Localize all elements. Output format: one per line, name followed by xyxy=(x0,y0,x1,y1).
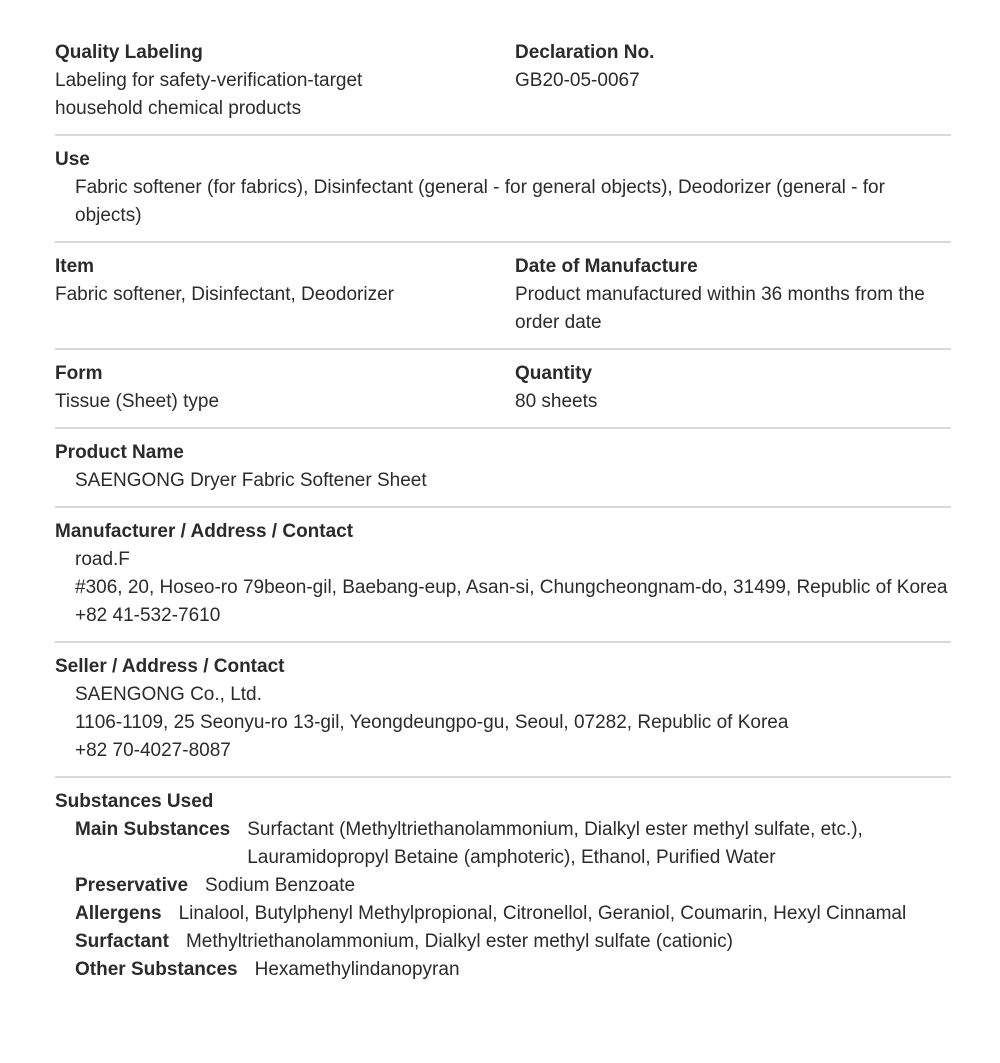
seller-details xyxy=(55,681,951,765)
substance-value: Hexamethylindanopyran xyxy=(254,959,460,980)
substance-key: Other Substances xyxy=(75,959,238,980)
seller-section xyxy=(55,652,951,765)
seller-name: SAENGONG Co., Ltd. xyxy=(75,684,262,705)
item-section xyxy=(55,252,515,337)
substance-value: Surfactant (Methyltriethanolammonium, Dialkyl ester methyl sulfate, etc.), Lauramidopropyl Betaine (amphoteric), Ethanol, Purified Water xyxy=(247,819,863,868)
product-name-value: SAENGONG Dryer Fabric Softener Sheet xyxy=(75,470,427,491)
manufacturer-name: road.F xyxy=(75,549,130,570)
quality-labeling-value: Labeling for safety-verification-target household chemical products xyxy=(55,70,363,119)
manufacturer-phone: +82 41-532-7610 xyxy=(75,605,221,626)
row-use xyxy=(55,145,951,243)
substance-value: Methyltriethanolammonium, Dialkyl ester methyl sulfate (cationic) xyxy=(185,931,733,952)
quantity-section xyxy=(515,359,951,416)
substance-row-main xyxy=(55,816,951,872)
row-labeling xyxy=(55,38,951,136)
row-seller xyxy=(55,652,951,778)
substance-key: Main Substances xyxy=(75,819,231,840)
manufacturer-details xyxy=(55,546,951,630)
item-label: Item xyxy=(55,256,95,277)
date-of-manufacture-label: Date of Manufacture xyxy=(515,256,698,277)
form-label: Form xyxy=(55,363,103,384)
seller-label: Seller / Address / Contact xyxy=(55,656,285,677)
row-item xyxy=(55,252,951,350)
substance-value: Sodium Benzoate xyxy=(205,875,356,896)
seller-phone: +82 70-4027-8087 xyxy=(75,740,231,761)
date-of-manufacture-value: Product manufactured within 36 months from the order date xyxy=(515,284,925,333)
substance-key: Surfactant xyxy=(75,931,169,952)
product-name-label: Product Name xyxy=(55,442,184,463)
row-form xyxy=(55,359,951,429)
substances-label: Substances Used xyxy=(55,791,214,812)
product-info-sheet xyxy=(55,38,951,1004)
use-value: Fabric softener (for fabrics), Disinfectant (general - for general objects), Deodorizer (general - for objects) xyxy=(75,177,885,226)
substance-key: Allergens xyxy=(75,903,162,924)
product-name-section xyxy=(55,438,951,495)
substance-key: Preservative xyxy=(75,875,189,896)
quantity-label: Quantity xyxy=(515,363,593,384)
substance-row-surfactant xyxy=(55,928,951,956)
form-value: Tissue (Sheet) type xyxy=(55,391,220,412)
declaration-section xyxy=(515,38,951,123)
substance-row-other xyxy=(55,956,951,984)
quality-labeling-label: Quality Labeling xyxy=(55,42,203,63)
substance-value: Linalool, Butylphenyl Methylpropional, Citronellol, Geraniol, Coumarin, Hexyl Cinnamal xyxy=(178,903,907,924)
use-section xyxy=(55,145,951,230)
seller-address: 1106-1109, 25 Seonyu-ro 13-gil, Yeongdeungpo-gu, Seoul, 07282, Republic of Korea xyxy=(75,712,789,733)
manufacturer-label: Manufacturer / Address / Contact xyxy=(55,521,354,542)
row-substances xyxy=(55,787,951,995)
substance-row-preservative xyxy=(55,872,951,900)
item-value: Fabric softener, Disinfectant, Deodorizer xyxy=(55,284,394,305)
manufacturer-section xyxy=(55,517,951,630)
manufacturer-address: #306, 20, Hoseo-ro 79beon-gil, Baebang-eup, Asan-si, Chungcheongnam-do, 31499, Republic of Korea xyxy=(75,577,948,598)
row-manufacturer xyxy=(55,517,951,643)
substances-section xyxy=(55,787,951,984)
use-label: Use xyxy=(55,149,90,170)
quantity-value: 80 sheets xyxy=(515,391,598,412)
declaration-value: GB20-05-0067 xyxy=(515,70,640,91)
date-of-manufacture-section xyxy=(515,252,951,337)
substance-row-allergens xyxy=(55,900,951,928)
quality-labeling-section xyxy=(55,38,515,123)
declaration-label: Declaration No. xyxy=(515,42,655,63)
form-section xyxy=(55,359,515,416)
row-product-name xyxy=(55,438,951,508)
